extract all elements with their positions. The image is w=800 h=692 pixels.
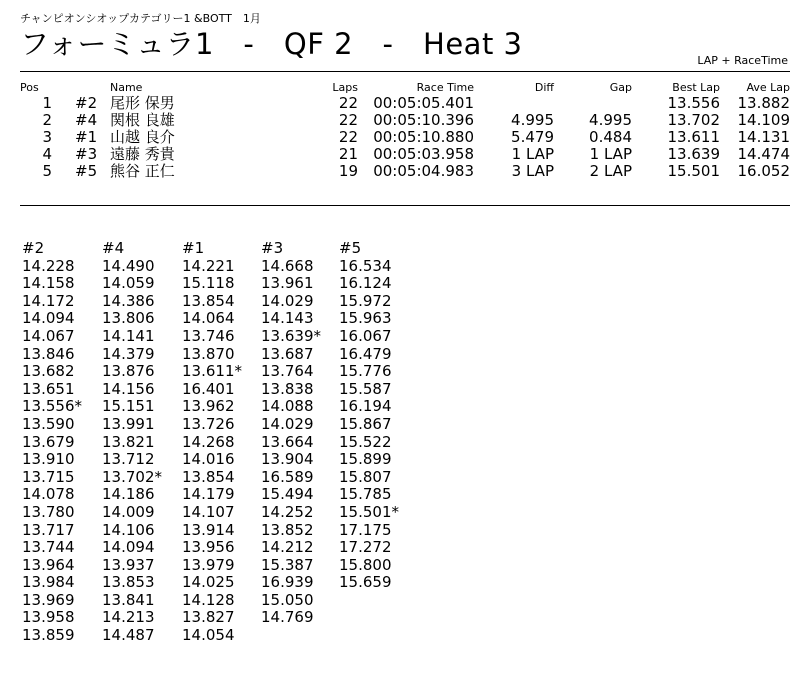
lap-column [102, 240, 178, 645]
result-pos: 2 [42, 111, 52, 129]
result-car-number: #3 [75, 145, 98, 163]
result-ave-lap: 14.474 [737, 145, 790, 163]
lap-time-cell: 15.867 [339, 414, 392, 433]
lap-time-cell: 14.228 [22, 256, 75, 275]
lap-time-cell: 14.186 [102, 485, 155, 504]
lap-time-cell: 14.252 [261, 502, 314, 521]
lap-time-cell: 13.746 [182, 326, 235, 345]
result-row [0, 129, 800, 146]
lap-time-cell: 14.094 [102, 538, 155, 557]
lap-time-cell: 13.712 [102, 450, 155, 469]
lap-column [339, 240, 415, 592]
results-divider [20, 205, 790, 206]
result-gap: 4.995 [589, 111, 632, 129]
lap-time-cell: 14.054 [182, 626, 235, 645]
lap-time-cell: 13.958 [22, 608, 75, 627]
lap-time-cell: 13.956 [182, 538, 235, 557]
lap-time-cell: 15.522 [339, 432, 392, 451]
lap-time-cell: 14.386 [102, 291, 155, 310]
results-header-row [0, 80, 800, 95]
lap-time-cell: 13.876 [102, 362, 155, 381]
lap-time-cell: 14.128 [182, 590, 235, 609]
lap-time-cell: 15.151 [102, 397, 155, 416]
result-race-time: 00:05:04.983 [373, 162, 474, 180]
result-pos: 3 [42, 128, 52, 146]
lap-time-cell: 15.501* [339, 502, 399, 521]
lap-time-cell: 13.854 [182, 291, 235, 310]
lap-time-cell: 14.490 [102, 256, 155, 275]
lap-time-cell: 13.764 [261, 362, 314, 381]
col-header-gap: Gap [609, 81, 632, 94]
col-header-pos: Pos [20, 81, 39, 94]
lap-time-cell: 13.780 [22, 502, 75, 521]
result-ave-lap: 14.131 [737, 128, 790, 146]
result-best-lap: 13.702 [667, 111, 720, 129]
lap-time-cell: 17.175 [339, 520, 392, 539]
lap-column-car-number: #5 [339, 239, 362, 257]
lap-time-cell: 13.664 [261, 432, 314, 451]
lap-time-cell: 14.059 [102, 274, 155, 293]
lap-time-cell: 14.009 [102, 502, 155, 521]
result-row [0, 163, 800, 180]
report-mode-label: LAP + RaceTime [697, 54, 788, 67]
lap-time-cell: 13.611* [182, 362, 242, 381]
result-driver-name: 山越 良介 [110, 128, 175, 146]
result-car-number: #2 [75, 94, 98, 112]
col-header-best-lap: Best Lap [672, 81, 720, 94]
lap-time-cell: 14.212 [261, 538, 314, 557]
lap-time-cell: 16.589 [261, 467, 314, 486]
lap-time-cell: 16.401 [182, 379, 235, 398]
results-table [0, 80, 800, 180]
lap-time-cell: 13.827 [182, 608, 235, 627]
lap-time-cell: 13.979 [182, 555, 235, 574]
lap-time-cell: 13.846 [22, 344, 75, 363]
lap-time-cell: 16.067 [339, 326, 392, 345]
lap-time-cell: 14.094 [22, 309, 75, 328]
lap-time-cell: 15.963 [339, 309, 392, 328]
lap-column-car-number: #3 [261, 239, 284, 257]
result-race-time: 00:05:10.396 [373, 111, 474, 129]
lap-column [182, 240, 258, 645]
lap-time-cell: 13.904 [261, 450, 314, 469]
lap-time-cell: 14.213 [102, 608, 155, 627]
result-laps: 22 [338, 94, 358, 112]
lap-time-cell: 15.494 [261, 485, 314, 504]
lap-time-cell: 14.179 [182, 485, 235, 504]
lap-time-cell: 16.479 [339, 344, 392, 363]
col-header-diff: Diff [534, 81, 554, 94]
lap-time-cell: 14.141 [102, 326, 155, 345]
result-car-number: #5 [75, 162, 98, 180]
lap-time-cell: 13.870 [182, 344, 235, 363]
lap-time-cell: 13.969 [22, 590, 75, 609]
result-best-lap: 13.611 [667, 128, 720, 146]
lap-time-cell: 14.379 [102, 344, 155, 363]
lap-time-cell: 15.118 [182, 274, 235, 293]
result-ave-lap: 14.109 [737, 111, 790, 129]
result-race-time: 00:05:03.958 [373, 145, 474, 163]
lap-time-cell: 14.158 [22, 274, 75, 293]
lap-time-cell: 15.387 [261, 555, 314, 574]
col-header-ave-lap: Ave Lap [746, 81, 790, 94]
lap-time-cell: 13.651 [22, 379, 75, 398]
result-diff: 3 LAP [511, 162, 554, 180]
lap-time-cell: 14.107 [182, 502, 235, 521]
lap-time-cell: 14.221 [182, 256, 235, 275]
page-title: フォーミュラ1 - QF 2 - Heat 3 [20, 27, 523, 61]
result-best-lap: 13.556 [667, 94, 720, 112]
result-laps: 21 [338, 145, 358, 163]
lap-time-cell: 13.854 [182, 467, 235, 486]
result-gap: 1 LAP [589, 145, 632, 163]
result-row [0, 146, 800, 163]
lap-time-cell: 16.124 [339, 274, 392, 293]
lap-time-cell: 15.785 [339, 485, 392, 504]
lap-time-cell: 15.776 [339, 362, 392, 381]
lap-time-cell: 14.064 [182, 309, 235, 328]
lap-time-cell: 14.487 [102, 626, 155, 645]
result-driver-name: 関根 良雄 [110, 111, 175, 129]
lap-time-cell: 13.937 [102, 555, 155, 574]
lap-column-car-number: #1 [182, 239, 205, 257]
lap-time-cell: 14.172 [22, 291, 75, 310]
lap-time-cell: 13.914 [182, 520, 235, 539]
lap-column [22, 240, 98, 645]
result-laps: 19 [338, 162, 358, 180]
lap-time-cell: 14.029 [261, 414, 314, 433]
lap-time-cell: 15.587 [339, 379, 392, 398]
result-race-time: 00:05:05.401 [373, 94, 474, 112]
result-driver-name: 熊谷 正仁 [110, 162, 175, 180]
lap-time-cell: 16.534 [339, 256, 392, 275]
lap-time-cell: 13.715 [22, 467, 75, 486]
lap-time-cell: 17.272 [339, 538, 392, 557]
lap-time-cell: 14.268 [182, 432, 235, 451]
col-header-race-time: Race Time [416, 81, 474, 94]
result-best-lap: 15.501 [667, 162, 720, 180]
result-row [0, 112, 800, 129]
lap-time-cell: 14.067 [22, 326, 75, 345]
lap-time-cell: 13.556* [22, 397, 82, 416]
lap-time-cell: 13.838 [261, 379, 314, 398]
lap-time-cell: 14.078 [22, 485, 75, 504]
lap-time-cell: 13.687 [261, 344, 314, 363]
result-diff: 4.995 [511, 111, 554, 129]
lap-time-cell: 14.156 [102, 379, 155, 398]
lap-time-cell: 13.852 [261, 520, 314, 539]
lap-time-cell: 13.859 [22, 626, 75, 645]
lap-column [261, 240, 337, 627]
result-driver-name: 尾形 保男 [110, 94, 175, 112]
lap-time-cell: 13.590 [22, 414, 75, 433]
col-header-name: Name [110, 81, 143, 94]
result-row [0, 95, 800, 112]
lap-time-cell: 14.143 [261, 309, 314, 328]
lap-time-cell: 13.639* [261, 326, 321, 345]
lap-time-cell: 15.972 [339, 291, 392, 310]
lap-time-cell: 14.025 [182, 573, 235, 592]
lap-time-cell: 14.088 [261, 397, 314, 416]
lap-time-cell: 13.910 [22, 450, 75, 469]
result-gap: 2 LAP [589, 162, 632, 180]
lap-time-cell: 13.853 [102, 573, 155, 592]
lap-time-cell: 13.962 [182, 397, 235, 416]
lap-time-cell: 13.744 [22, 538, 75, 557]
lap-time-cell: 15.659 [339, 573, 392, 592]
result-pos: 1 [42, 94, 52, 112]
lap-column-car-number: #4 [102, 239, 125, 257]
result-car-number: #4 [75, 111, 98, 129]
header-divider [20, 71, 790, 72]
result-diff: 1 LAP [511, 145, 554, 163]
lap-time-cell: 13.964 [22, 555, 75, 574]
lap-time-cell: 13.991 [102, 414, 155, 433]
result-car-number: #1 [75, 128, 98, 146]
lap-time-cell: 13.717 [22, 520, 75, 539]
lap-time-cell: 14.769 [261, 608, 314, 627]
lap-column-car-number: #2 [22, 239, 45, 257]
result-laps: 22 [338, 111, 358, 129]
lap-time-cell: 14.106 [102, 520, 155, 539]
lap-time-cell: 16.194 [339, 397, 392, 416]
lap-time-cell: 14.668 [261, 256, 314, 275]
lap-time-cell: 15.807 [339, 467, 392, 486]
lap-time-cell: 13.821 [102, 432, 155, 451]
lap-time-cell: 13.679 [22, 432, 75, 451]
lap-time-cell: 14.029 [261, 291, 314, 310]
result-driver-name: 遠藤 秀貴 [110, 145, 175, 163]
result-race-time: 00:05:10.880 [373, 128, 474, 146]
lap-time-cell: 13.961 [261, 274, 314, 293]
lap-time-cell: 15.800 [339, 555, 392, 574]
lap-time-cell: 13.726 [182, 414, 235, 433]
lap-time-cell: 13.806 [102, 309, 155, 328]
result-gap: 0.484 [589, 128, 632, 146]
result-best-lap: 13.639 [667, 145, 720, 163]
result-laps: 22 [338, 128, 358, 146]
col-header-laps: Laps [332, 81, 358, 94]
lap-time-cell: 13.841 [102, 590, 155, 609]
result-pos: 5 [42, 162, 52, 180]
lap-time-cell: 14.016 [182, 450, 235, 469]
result-pos: 4 [42, 145, 52, 163]
lap-time-cell: 15.899 [339, 450, 392, 469]
lap-time-cell: 13.682 [22, 362, 75, 381]
result-diff: 5.479 [511, 128, 554, 146]
lap-time-cell: 13.702* [102, 467, 162, 486]
lap-time-cell: 15.050 [261, 590, 314, 609]
lap-time-cell: 16.939 [261, 573, 314, 592]
lap-time-cell: 13.984 [22, 573, 75, 592]
result-ave-lap: 13.882 [737, 94, 790, 112]
result-ave-lap: 16.052 [737, 162, 790, 180]
event-subtitle: チャンピオンシオップカテゴリー1 &BOTT 1月 [20, 12, 261, 25]
